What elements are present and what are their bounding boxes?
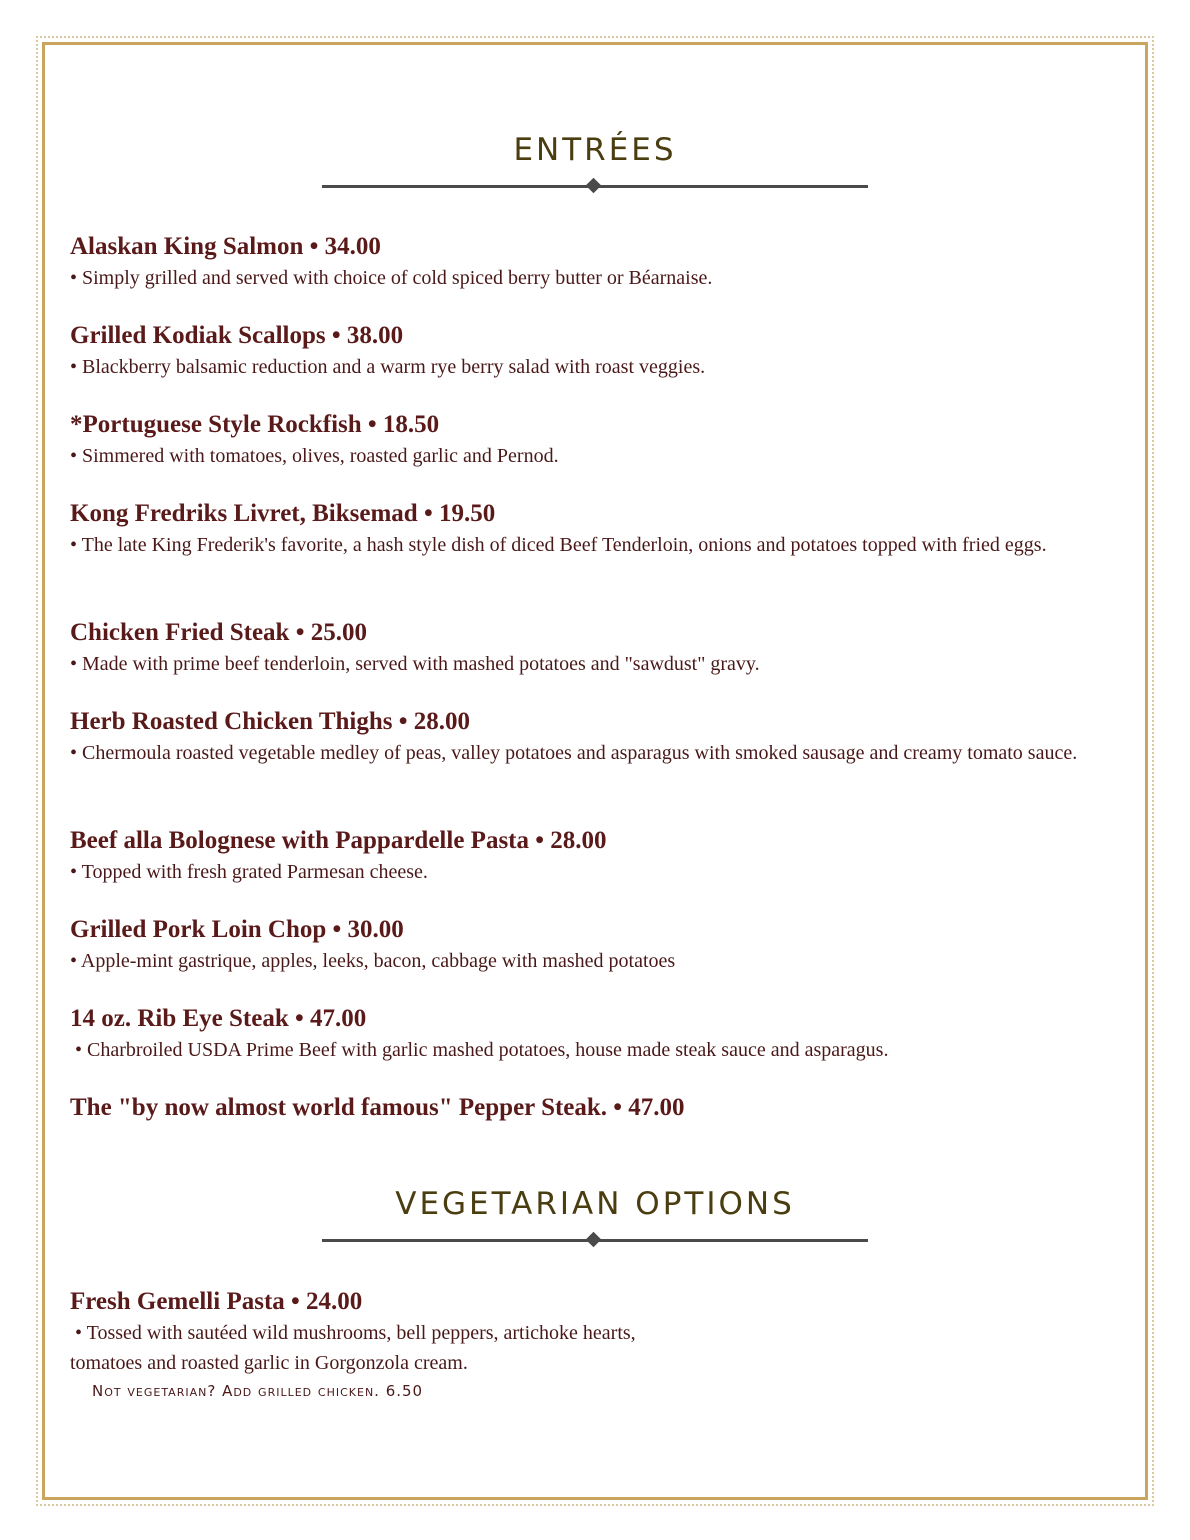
item-title: Alaskan King Salmon • 34.00 xyxy=(70,233,381,260)
menu-item-chicken-thighs xyxy=(70,706,1090,768)
entrees-divider xyxy=(322,179,868,193)
item-title: *Portuguese Style Rockfish • 18.50 xyxy=(70,411,440,438)
item-description: • Topped with fresh grated Parmesan cheese. xyxy=(70,861,428,883)
vegetarian-heading: VEGETARIAN OPTIONS xyxy=(395,1186,795,1222)
item-description: • Blackberry balsamic reduction and a warm rye berry salad with roast veggies. xyxy=(70,356,706,378)
item-description: • Made with prime beef tenderloin, served with mashed potatoes and "sawdust" gravy. xyxy=(70,653,760,675)
add-chicken-note: Not vegetarian? Add grilled chicken. 6.50 xyxy=(92,1382,424,1400)
item-description-line-2: tomatoes and roasted garlic in Gorgonzola cream. xyxy=(70,1352,468,1374)
item-description: • The late King Frederik's favorite, a hash style dish of diced Beef Tenderloin, onions and potatoes topped with fried eggs. xyxy=(70,534,1047,556)
divider-diamond-icon xyxy=(586,1232,602,1248)
item-title: Fresh Gemelli Pasta • 24.00 xyxy=(70,1288,363,1315)
menu-item-bolognese xyxy=(70,825,1090,887)
menu-item-pork-chop xyxy=(70,914,1090,976)
item-description: • Apple-mint gastrique, apples, leeks, bacon, cabbage with mashed potatoes xyxy=(70,950,676,972)
menu-item-biksemad xyxy=(70,498,1090,560)
item-title: Herb Roasted Chicken Thighs • 28.00 xyxy=(70,708,471,735)
item-title: Grilled Kodiak Scallops • 38.00 xyxy=(70,322,404,349)
item-description: • Charbroiled USDA Prime Beef with garlic mashed potatoes, house made steak sauce and asparagus. xyxy=(70,1039,889,1061)
menu-item-rockfish xyxy=(70,409,1090,471)
entrees-heading: ENTRÉES xyxy=(513,132,677,168)
menu-item-pepper-steak xyxy=(70,1092,1090,1124)
item-title: 14 oz. Rib Eye Steak • 47.00 xyxy=(70,1005,367,1032)
menu-item-scallops xyxy=(70,320,1090,382)
item-title: Chicken Fried Steak • 25.00 xyxy=(70,619,367,646)
item-title: Beef alla Bolognese with Pappardelle Pasta • 28.00 xyxy=(70,827,607,854)
menu-item-chicken-fried-steak xyxy=(70,617,1090,679)
item-description: • Simply grilled and served with choice of cold spiced berry butter or Béarnaise. xyxy=(70,267,713,289)
menu-item-salmon xyxy=(70,231,1090,293)
item-title: Grilled Pork Loin Chop • 30.00 xyxy=(70,916,404,943)
item-description: • Chermoula roasted vegetable medley of peas, valley potatoes and asparagus with smoked sausage and creamy tomato sauce. xyxy=(70,742,1078,764)
item-description: • Simmered with tomatoes, olives, roasted garlic and Pernod. xyxy=(70,445,559,467)
menu-item-gemelli-pasta xyxy=(70,1286,1090,1378)
menu-item-rib-eye xyxy=(70,1003,1090,1065)
divider-diamond-icon xyxy=(586,178,602,194)
item-title: Kong Fredriks Livret, Biksemad • 19.50 xyxy=(70,500,496,527)
vegetarian-divider xyxy=(322,1233,868,1247)
item-title: The "by now almost world famous" Pepper Steak. • 47.00 xyxy=(70,1094,685,1121)
item-description-line-1: • Tossed with sautéed wild mushrooms, bell peppers, artichoke hearts, xyxy=(70,1322,636,1344)
